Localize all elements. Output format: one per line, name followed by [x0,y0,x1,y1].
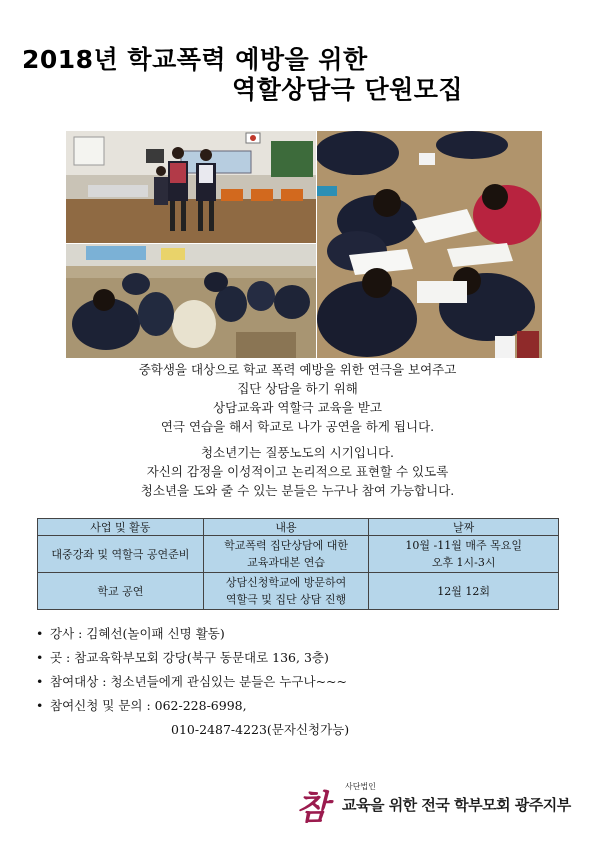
students-seated-floor-photo [66,244,316,358]
cell-content-line: 교육과대본 연습 [247,556,325,569]
cell-content [203,536,369,573]
intro-line: 상담교육과 역할극 교육을 받고 [213,400,382,415]
contact-phone-text: 010-2487-4223(문자신청가능) [171,722,350,737]
cell-activity: 대중강좌 및 역할극 공연준비 [38,536,204,573]
cell-date-line: 10월 -11월 매주 목요일 [405,539,522,552]
info-list [36,622,349,742]
cell-date [369,536,559,573]
bullet-icon: • [36,698,44,713]
list-item [36,694,349,718]
students-writing-on-floor-photo [317,131,542,358]
table-header-row [38,519,559,536]
list-item [36,718,349,742]
target-text: 참여대상 : 청소년들에게 관심있는 분들은 누구나~~~ [50,674,348,689]
intro-line: 집단 상담을 하기 위해 [237,381,358,396]
header-content: 내용 [203,519,369,536]
schedule-table [37,518,559,610]
list-item [36,670,349,694]
intro-line: 중학생을 대상으로 학교 폭력 예방을 위한 연극을 보여주고 [138,362,457,377]
table-row [38,536,559,573]
cell-activity: 학교 공연 [38,573,204,610]
list-item [36,622,349,646]
bullet-icon: • [36,626,44,641]
cell-date-line: 12월 12회 [437,584,491,598]
logo-name: 교육을 위한 전국 학부모회 광주지부 [342,796,571,814]
cell-content-line: 역할극 및 집단 상담 진행 [225,593,347,606]
cell-date [369,573,559,610]
slogan-paragraph [0,443,595,500]
list-item [36,646,349,670]
cell-date-line: 오후 1시-3시 [431,556,496,569]
slogan-line: 청소년을 도와 줄 수 있는 분들은 누구나 참여 가능합니다. [140,483,455,498]
classroom-presenters-photo [66,131,316,243]
contact-text: 참여신청 및 문의 : 062-228-6998, [50,698,247,713]
header-date: 날짜 [369,519,559,536]
title-line-2: 역할상담극 단원모집 [232,75,464,104]
lecturer-text: 강사 : 김혜선(놀이패 신명 활동) [50,626,225,641]
slogan-line: 청소년기는 질풍노도의 시기입니다. [200,445,395,460]
cell-content-line: 상담신청학교에 방문하여 [225,576,347,589]
title-line-1: 2018년 학교폭력 예방을 위한 [22,45,368,74]
place-text: 곳 : 참교육학부모회 강당(북구 동문대로 136, 3층) [50,650,329,665]
table-row [38,573,559,610]
header-activity: 사업 및 활동 [38,519,204,536]
logo-subtitle: 사단법인 [345,782,376,791]
organization-logo [290,778,571,828]
logo-mark: 참 [296,788,329,828]
cell-content [203,573,369,610]
cell-content-line: 학교폭력 집단상담에 대한 [224,539,348,552]
bullet-icon: • [36,650,44,665]
slogan-line: 자신의 감정을 이성적이고 논리적으로 표현할 수 있도록 [146,464,449,479]
intro-paragraph [0,360,595,436]
bullet-icon: • [36,674,44,689]
intro-line: 연극 연습을 해서 학교로 나가 공연을 하게 됩니다. [160,419,435,434]
